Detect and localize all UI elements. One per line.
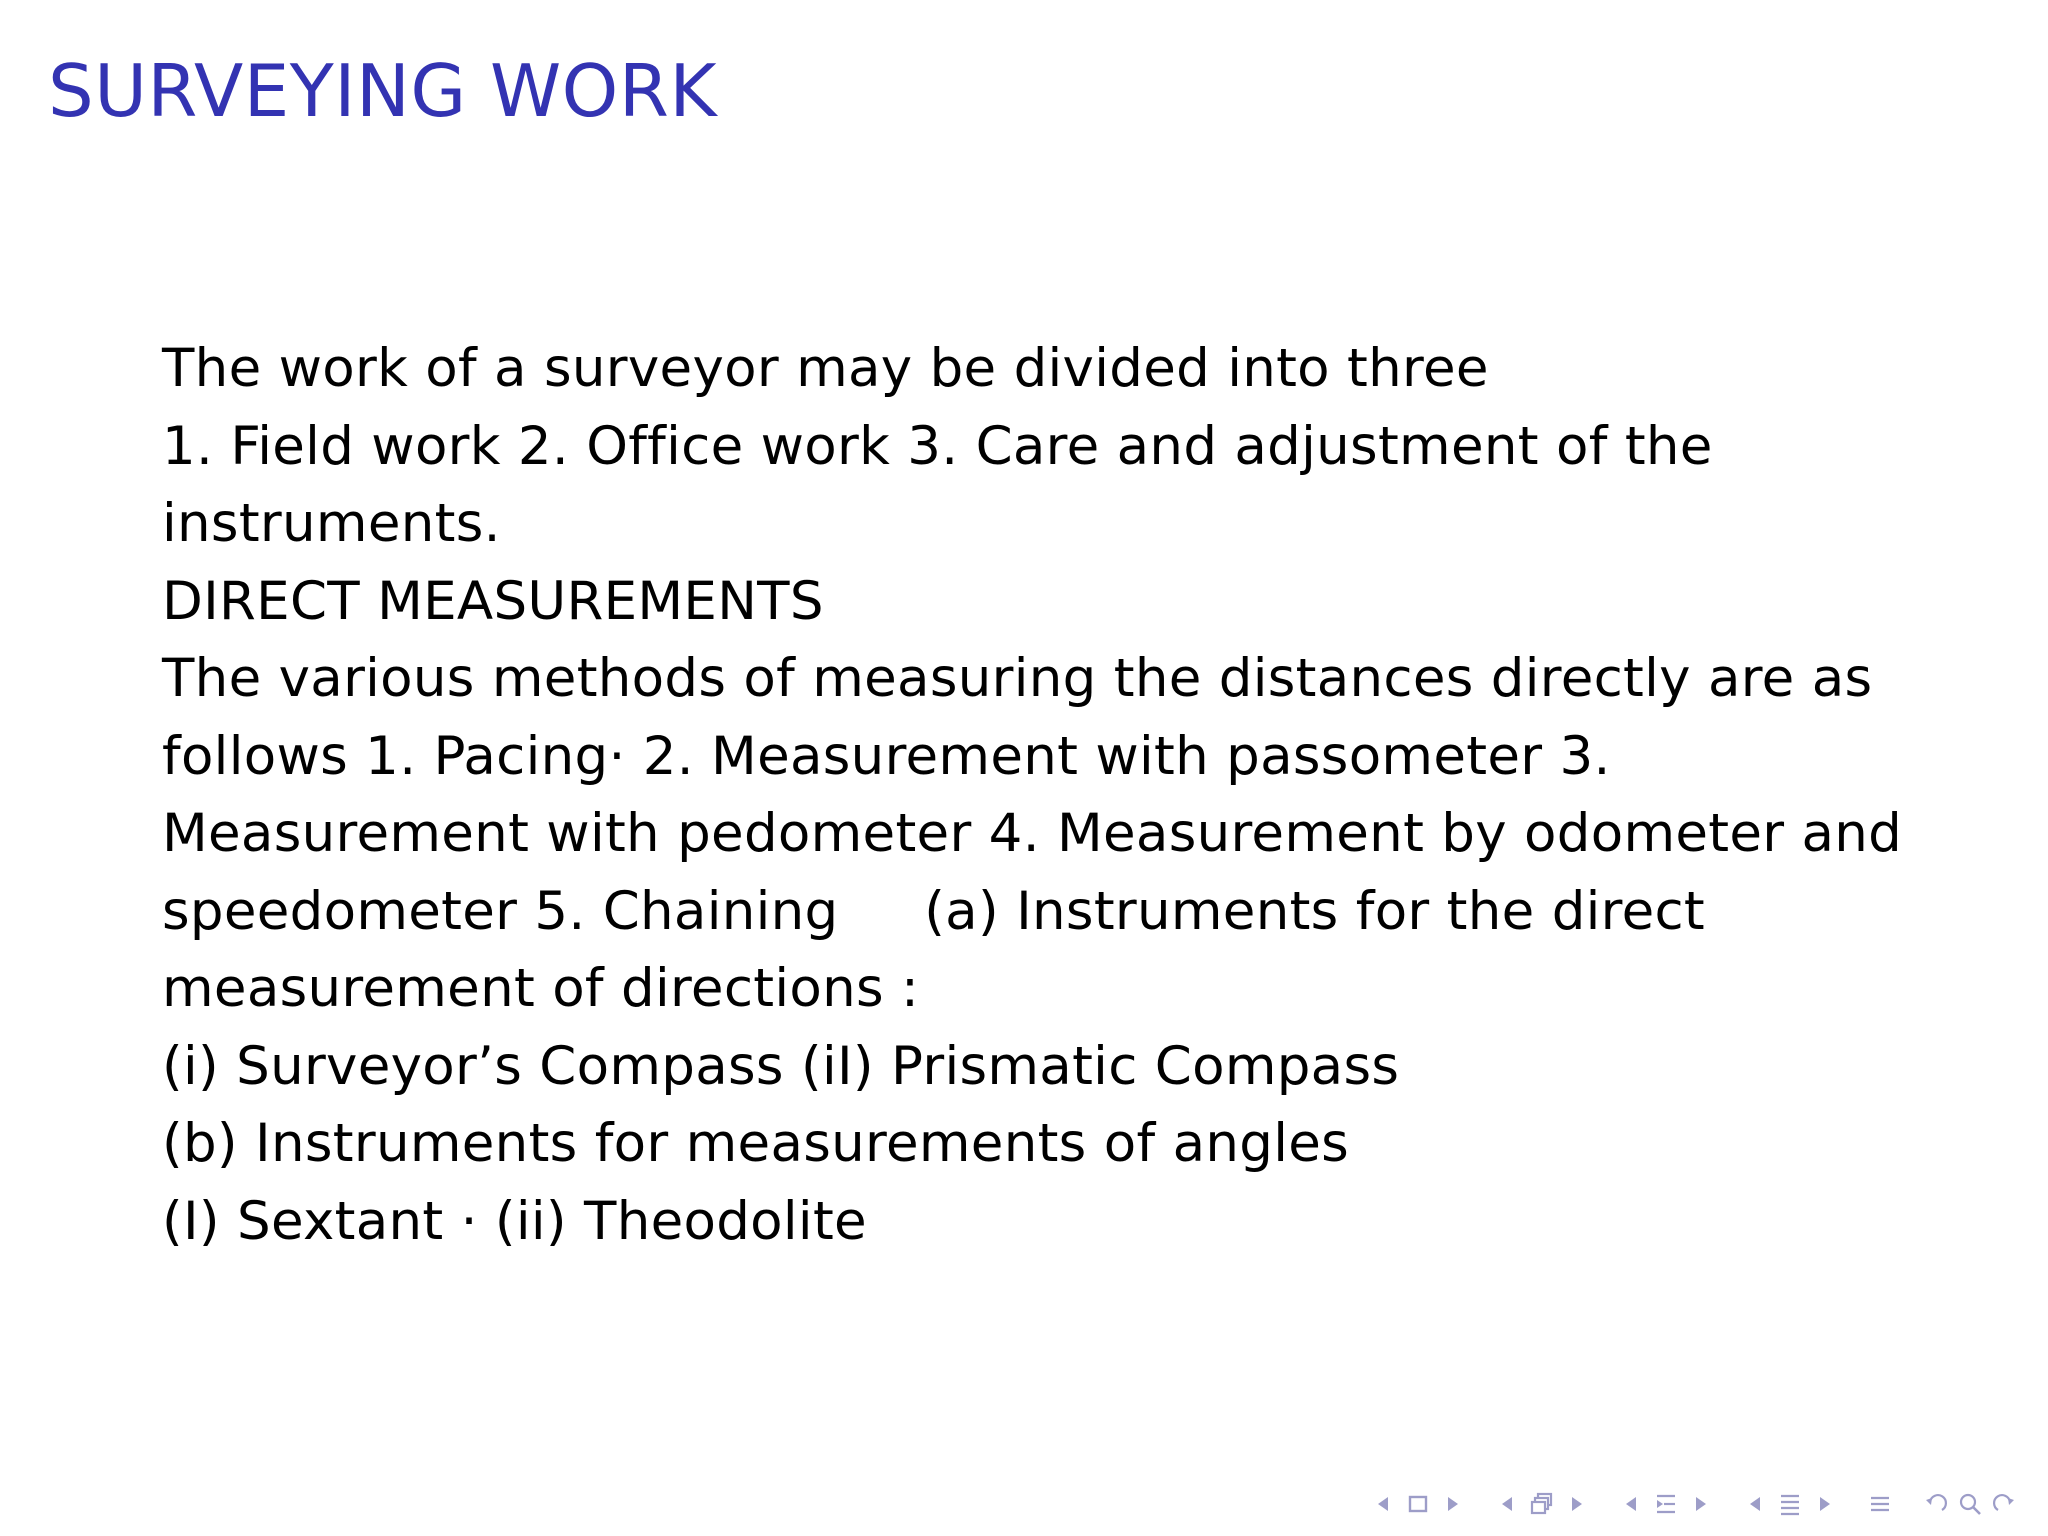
nav-search-group [1922, 1488, 2018, 1520]
section-icon[interactable] [1652, 1488, 1680, 1520]
body-line: Measurement with pedometer 4. Measurement by odometer and [162, 803, 1903, 864]
body-line: speedometer 5. Chaining (a) Instruments for the direct [162, 880, 1706, 942]
next-section-arrow-icon[interactable] [1686, 1488, 1714, 1520]
nav-align-group [1866, 1488, 1894, 1520]
prev-subsection-arrow-icon[interactable] [1494, 1488, 1522, 1520]
body-line: measurement of directions : [162, 958, 920, 1019]
body-line: (I) Sextant · (ii) Theodolite [162, 1190, 867, 1252]
slide-title: SURVEYING WORK [48, 49, 718, 133]
nav-section-group [1618, 1488, 1714, 1520]
redo-icon[interactable] [1990, 1488, 2018, 1520]
beamer-navigation-bar [1370, 1486, 2018, 1522]
undo-icon[interactable] [1922, 1488, 1950, 1520]
search-icon[interactable] [1956, 1488, 1984, 1520]
prev-document-arrow-icon[interactable] [1742, 1488, 1770, 1520]
slide-body [162, 330, 1922, 1260]
body-line: (i) Surveyor’s Compass (iI) Prismatic Compass [162, 1035, 1400, 1097]
body-line: The various methods of measuring the distances directly are as [162, 648, 1873, 709]
frame-box-icon[interactable] [1404, 1488, 1432, 1520]
body-line: instruments. [162, 493, 501, 554]
next-document-arrow-icon[interactable] [1810, 1488, 1838, 1520]
nav-frame-group [1370, 1488, 1466, 1520]
body-line: 1. Field work 2. Office work 3. Care and adjustment of the [162, 415, 1713, 477]
body-line: follows 1. Pacing· 2. Measurement with passometer 3. [162, 725, 1611, 787]
align-icon[interactable] [1866, 1488, 1894, 1520]
prev-section-arrow-icon[interactable] [1618, 1488, 1646, 1520]
body-line: The work of a surveyor may be divided into three [162, 338, 1489, 399]
next-frame-arrow-icon[interactable] [1438, 1488, 1466, 1520]
subsection-list-icon[interactable] [1776, 1488, 1804, 1520]
next-subsection-arrow-icon[interactable] [1562, 1488, 1590, 1520]
prev-frame-arrow-icon[interactable] [1370, 1488, 1398, 1520]
section-heading-direct-measurements: DIRECT MEASUREMENTS [162, 570, 824, 632]
nav-document-group [1742, 1488, 1838, 1520]
subsection-icon[interactable] [1528, 1488, 1556, 1520]
body-line: (b) Instruments for measurements of angles [162, 1113, 1350, 1174]
nav-subsection-group [1494, 1488, 1590, 1520]
